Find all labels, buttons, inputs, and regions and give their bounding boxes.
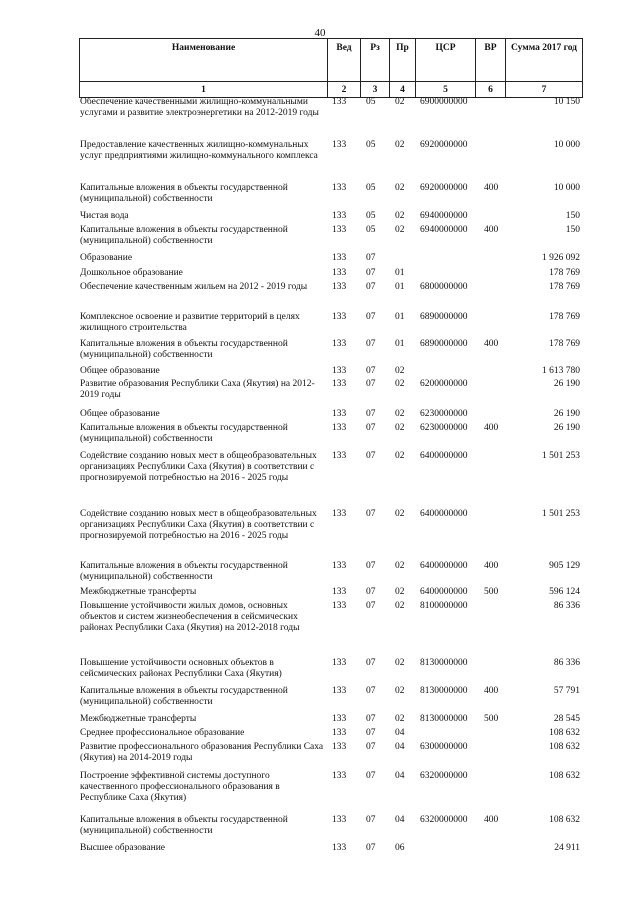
cell-sum: 905 129 — [549, 561, 580, 571]
cell-sum: 10 000 — [553, 183, 580, 193]
cell-rz: 07 — [366, 339, 376, 349]
header-row — [80, 39, 583, 82]
cell-name: Повышение устойчивости жилых домов, основных объектов и систем жизнеобеспечения в сейсмических районах Республики Саха (Якутия) на 2012-2018 годы — [80, 601, 300, 634]
cell-vr: 500 — [484, 714, 499, 724]
cell-rz: 07 — [366, 366, 376, 376]
cell-csr: 6300000000 — [420, 742, 468, 752]
cell-ved: 133 — [332, 211, 347, 221]
cell-rz: 05 — [366, 140, 376, 150]
cell-ved: 133 — [332, 742, 347, 752]
cell-sum: 150 — [565, 211, 580, 221]
cell-rz: 07 — [366, 423, 376, 433]
cell-rz: 05 — [366, 211, 376, 221]
cell-sum: 108 632 — [549, 771, 580, 781]
cell-ved: 133 — [332, 379, 347, 389]
cell-csr: 6230000000 — [420, 409, 468, 419]
cell-name: Развитие профессионального образования Республики Саха (Якутия) на 2014-2019 годы — [80, 742, 324, 764]
cell-pr: 02 — [395, 225, 405, 235]
cell-sum: 10 150 — [553, 97, 580, 107]
cell-name: Обеспечение качественным жильем на 2012 - 2019 годы — [80, 282, 308, 292]
cell-rz: 07 — [366, 253, 376, 263]
cell-rz: 07 — [366, 714, 376, 724]
page-number: 40 — [314, 27, 326, 39]
cell-pr: 04 — [395, 728, 405, 738]
cell-name: Капитальные вложения в объекты государственной (муниципальной) собственности — [80, 686, 288, 708]
cell-rz: 07 — [366, 815, 376, 825]
cell-pr: 06 — [395, 843, 405, 853]
cell-pr: 02 — [395, 686, 405, 696]
cell-ved: 133 — [332, 268, 347, 278]
cell-pr: 02 — [395, 140, 405, 150]
header-name: Наименование — [80, 39, 328, 82]
column-number: 5 — [416, 82, 476, 98]
cell-name: Межбюджетные трансферты — [80, 587, 197, 597]
cell-csr: 6320000000 — [420, 771, 468, 781]
cell-name: Предоставление качественных жилищно-коммунальных услуг предприятиями жилищно-коммунального комплекса — [80, 140, 318, 162]
cell-rz: 07 — [366, 282, 376, 292]
cell-pr: 02 — [395, 658, 405, 668]
column-number: 7 — [506, 82, 583, 98]
cell-name: Повышение устойчивости основных объектов в сейсмических районах Республики Саха (Якутия) — [80, 658, 282, 680]
cell-sum: 1 501 253 — [542, 451, 580, 461]
cell-name: Капитальные вложения в объекты государственной (муниципальной) собственности — [80, 561, 288, 583]
header-ved: Вед — [328, 39, 361, 82]
cell-rz: 05 — [366, 183, 376, 193]
cell-sum: 178 769 — [549, 282, 580, 292]
cell-name: Содействие созданию новых мест в общеобразовательных организациях Республики Саха (Якутия) в соответствии с прогнозируемой потребностью на 2016 - 2025 годы — [80, 509, 317, 542]
cell-pr: 02 — [395, 509, 405, 519]
cell-ved: 133 — [332, 714, 347, 724]
cell-csr: 6320000000 — [420, 815, 468, 825]
cell-sum: 86 336 — [553, 601, 580, 611]
column-number: 3 — [361, 82, 390, 98]
cell-name: Обеспечение качественными жилищно-коммунальными услугами и развитие электроэнергетики на 2012-2019 годы — [80, 97, 319, 119]
cell-name: Капитальные вложения в объекты государственной (муниципальной) собственности — [80, 183, 288, 205]
cell-ved: 133 — [332, 509, 347, 519]
cell-sum: 1 926 092 — [542, 253, 580, 263]
cell-rz: 07 — [366, 312, 376, 322]
cell-sum: 26 190 — [553, 409, 580, 419]
cell-csr: 6920000000 — [420, 183, 468, 193]
cell-name: Капитальные вложения в объекты государственной (муниципальной) собственности — [80, 815, 288, 837]
cell-sum: 24 911 — [554, 843, 580, 853]
cell-vr: 400 — [484, 183, 499, 193]
cell-pr: 01 — [395, 339, 405, 349]
cell-name: Среднее профессиональное образование — [80, 728, 245, 738]
cell-ved: 133 — [332, 282, 347, 292]
cell-sum: 26 190 — [553, 379, 580, 389]
cell-rz: 07 — [366, 771, 376, 781]
cell-csr: 8130000000 — [420, 658, 468, 668]
cell-ved: 133 — [332, 451, 347, 461]
cell-vr: 400 — [484, 561, 499, 571]
cell-ved: 133 — [332, 601, 347, 611]
cell-pr: 02 — [395, 423, 405, 433]
cell-ved: 133 — [332, 561, 347, 571]
column-number: 4 — [390, 82, 416, 98]
cell-pr: 04 — [395, 742, 405, 752]
cell-ved: 133 — [332, 658, 347, 668]
cell-ved: 133 — [332, 843, 347, 853]
cell-ved: 133 — [332, 140, 347, 150]
cell-csr: 6920000000 — [420, 140, 468, 150]
cell-sum: 1 501 253 — [542, 509, 580, 519]
cell-ved: 133 — [332, 225, 347, 235]
cell-pr: 02 — [395, 409, 405, 419]
cell-name: Общее образование — [80, 366, 160, 376]
header-rz: Рз — [361, 39, 390, 82]
header-sum: Сумма 2017 год — [506, 39, 583, 82]
cell-sum: 108 632 — [549, 815, 580, 825]
cell-rz: 07 — [366, 409, 376, 419]
header-pr: Пр — [390, 39, 416, 82]
cell-ved: 133 — [332, 728, 347, 738]
cell-pr: 02 — [395, 714, 405, 724]
cell-rz: 05 — [366, 225, 376, 235]
cell-ved: 133 — [332, 409, 347, 419]
cell-name: Развитие образования Республики Саха (Якутия) на 2012-2019 годы — [80, 379, 315, 401]
cell-ved: 133 — [332, 815, 347, 825]
cell-rz: 07 — [366, 843, 376, 853]
cell-rz: 07 — [366, 587, 376, 597]
column-number: 6 — [476, 82, 506, 98]
cell-sum: 26 190 — [553, 423, 580, 433]
cell-name: Капитальные вложения в объекты государственной (муниципальной) собственности — [80, 339, 288, 361]
cell-sum: 178 769 — [549, 312, 580, 322]
cell-pr: 02 — [395, 97, 405, 107]
cell-sum: 86 336 — [553, 658, 580, 668]
cell-rz: 07 — [366, 268, 376, 278]
cell-csr: 6890000000 — [420, 312, 468, 322]
cell-csr: 6890000000 — [420, 339, 468, 349]
cell-csr: 6400000000 — [420, 451, 468, 461]
cell-pr: 02 — [395, 379, 405, 389]
cell-pr: 02 — [395, 601, 405, 611]
cell-rz: 07 — [366, 561, 376, 571]
cell-rz: 07 — [366, 742, 376, 752]
cell-pr: 02 — [395, 211, 405, 221]
cell-csr: 6900000000 — [420, 97, 468, 107]
cell-sum: 108 632 — [549, 742, 580, 752]
cell-pr: 04 — [395, 815, 405, 825]
cell-name: Общее образование — [80, 409, 160, 419]
cell-rz: 07 — [366, 658, 376, 668]
cell-vr: 500 — [484, 587, 499, 597]
cell-csr: 6400000000 — [420, 587, 468, 597]
cell-rz: 05 — [366, 97, 376, 107]
cell-name: Содействие созданию новых мест в общеобразовательных организациях Республики Саха (Якутия) в соответствии с прогнозируемой потребностью на 2016 - 2025 годы — [80, 451, 317, 484]
table-header — [79, 38, 583, 98]
column-number: 2 — [328, 82, 361, 98]
cell-name: Капитальные вложения в объекты государственной (муниципальной) собственности — [80, 225, 288, 247]
cell-name: Построение эффективной системы доступного качественного профессионального образования в Республике Саха (Якутия) — [80, 771, 280, 804]
cell-rz: 07 — [366, 451, 376, 461]
cell-pr: 01 — [395, 268, 405, 278]
cell-sum: 596 124 — [549, 587, 580, 597]
cell-ved: 133 — [332, 771, 347, 781]
cell-sum: 10 000 — [553, 140, 580, 150]
cell-pr: 04 — [395, 771, 405, 781]
cell-vr: 400 — [484, 423, 499, 433]
column-number-row — [80, 82, 583, 98]
cell-vr: 400 — [484, 225, 499, 235]
cell-ved: 133 — [332, 253, 347, 263]
cell-csr: 6800000000 — [420, 282, 468, 292]
cell-pr: 02 — [395, 366, 405, 376]
cell-sum: 108 632 — [549, 728, 580, 738]
cell-pr: 02 — [395, 587, 405, 597]
cell-csr: 8100000000 — [420, 601, 468, 611]
cell-ved: 133 — [332, 339, 347, 349]
header-vr: ВР — [476, 39, 506, 82]
cell-csr: 6400000000 — [420, 561, 468, 571]
cell-csr: 6200000000 — [420, 379, 468, 389]
cell-name: Межбюджетные трансферты — [80, 714, 197, 724]
cell-name: Образование — [80, 253, 133, 263]
cell-csr: 6400000000 — [420, 509, 468, 519]
cell-ved: 133 — [332, 312, 347, 322]
cell-ved: 133 — [332, 686, 347, 696]
cell-pr: 02 — [395, 561, 405, 571]
cell-name: Высшее образование — [80, 843, 166, 853]
cell-sum: 1 613 780 — [542, 366, 580, 376]
cell-sum: 57 791 — [553, 686, 580, 696]
cell-ved: 133 — [332, 587, 347, 597]
cell-csr: 6230000000 — [420, 423, 468, 433]
cell-name: Дошкольное образование — [80, 268, 183, 278]
cell-rz: 07 — [366, 509, 376, 519]
cell-ved: 133 — [332, 366, 347, 376]
cell-name: Чистая вода — [80, 211, 129, 221]
cell-csr: 8130000000 — [420, 714, 468, 724]
cell-sum: 178 769 — [549, 268, 580, 278]
cell-ved: 133 — [332, 97, 347, 107]
cell-sum: 178 769 — [549, 339, 580, 349]
cell-rz: 07 — [366, 686, 376, 696]
cell-csr: 6940000000 — [420, 211, 468, 221]
cell-pr: 01 — [395, 282, 405, 292]
column-number: 1 — [80, 82, 328, 98]
cell-ved: 133 — [332, 183, 347, 193]
cell-sum: 150 — [565, 225, 580, 235]
cell-rz: 07 — [366, 379, 376, 389]
header-csr: ЦСР — [416, 39, 476, 82]
cell-rz: 07 — [366, 601, 376, 611]
cell-vr: 400 — [484, 339, 499, 349]
cell-csr: 6940000000 — [420, 225, 468, 235]
cell-ved: 133 — [332, 423, 347, 433]
cell-csr: 8130000000 — [420, 686, 468, 696]
cell-name: Комплексное освоение и развитие территорий в целях жилищного строительства — [80, 312, 300, 334]
cell-pr: 01 — [395, 312, 405, 322]
cell-vr: 400 — [484, 815, 499, 825]
cell-vr: 400 — [484, 686, 499, 696]
cell-pr: 02 — [395, 183, 405, 193]
cell-sum: 28 545 — [553, 714, 580, 724]
cell-pr: 02 — [395, 451, 405, 461]
cell-rz: 07 — [366, 728, 376, 738]
cell-name: Капитальные вложения в объекты государственной (муниципальной) собственности — [80, 423, 288, 445]
